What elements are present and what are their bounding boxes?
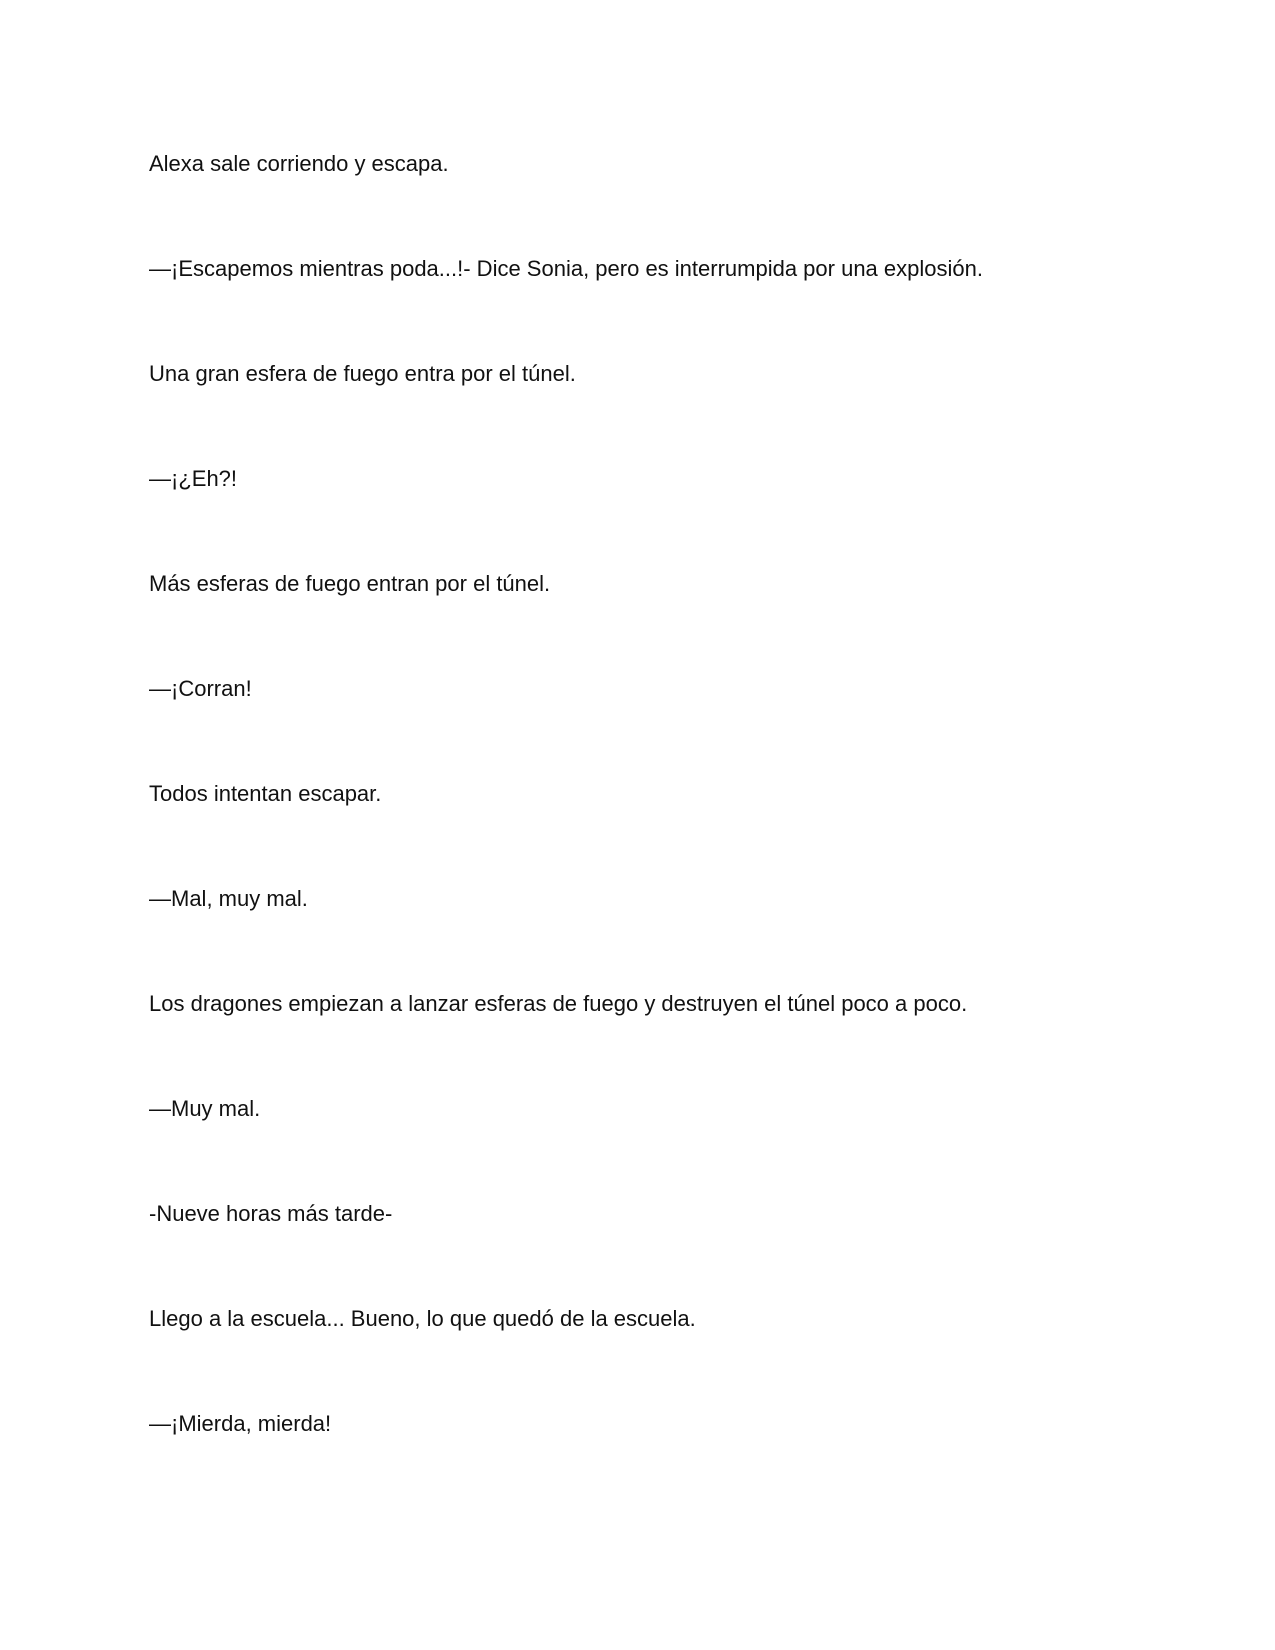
paragraph: Una gran esfera de fuego entra por el túnel. <box>149 361 576 386</box>
paragraph: —¡Escapemos mientras poda...!- Dice Sonia, pero es interrumpida por una explosión. <box>149 256 983 281</box>
paragraph: —Mal, muy mal. <box>149 886 308 911</box>
paragraph: —¡Mierda, mierda! <box>149 1411 332 1436</box>
paragraph: -Nueve horas más tarde- <box>149 1201 393 1226</box>
paragraph: Llego a la escuela... Bueno, lo que quedó de la escuela. <box>149 1306 696 1331</box>
paragraph: —¡Corran! <box>149 676 252 701</box>
paragraph: —¡¿Eh?! <box>149 466 238 491</box>
paragraph: Alexa sale corriendo y escapa. <box>149 151 449 176</box>
paragraph: —Muy mal. <box>149 1096 261 1121</box>
paragraph: Más esferas de fuego entran por el túnel. <box>149 571 551 596</box>
paragraph: Los dragones empiezan a lanzar esferas de fuego y destruyen el túnel poco a poco. <box>149 991 968 1016</box>
paragraph: Todos intentan escapar. <box>149 781 382 806</box>
